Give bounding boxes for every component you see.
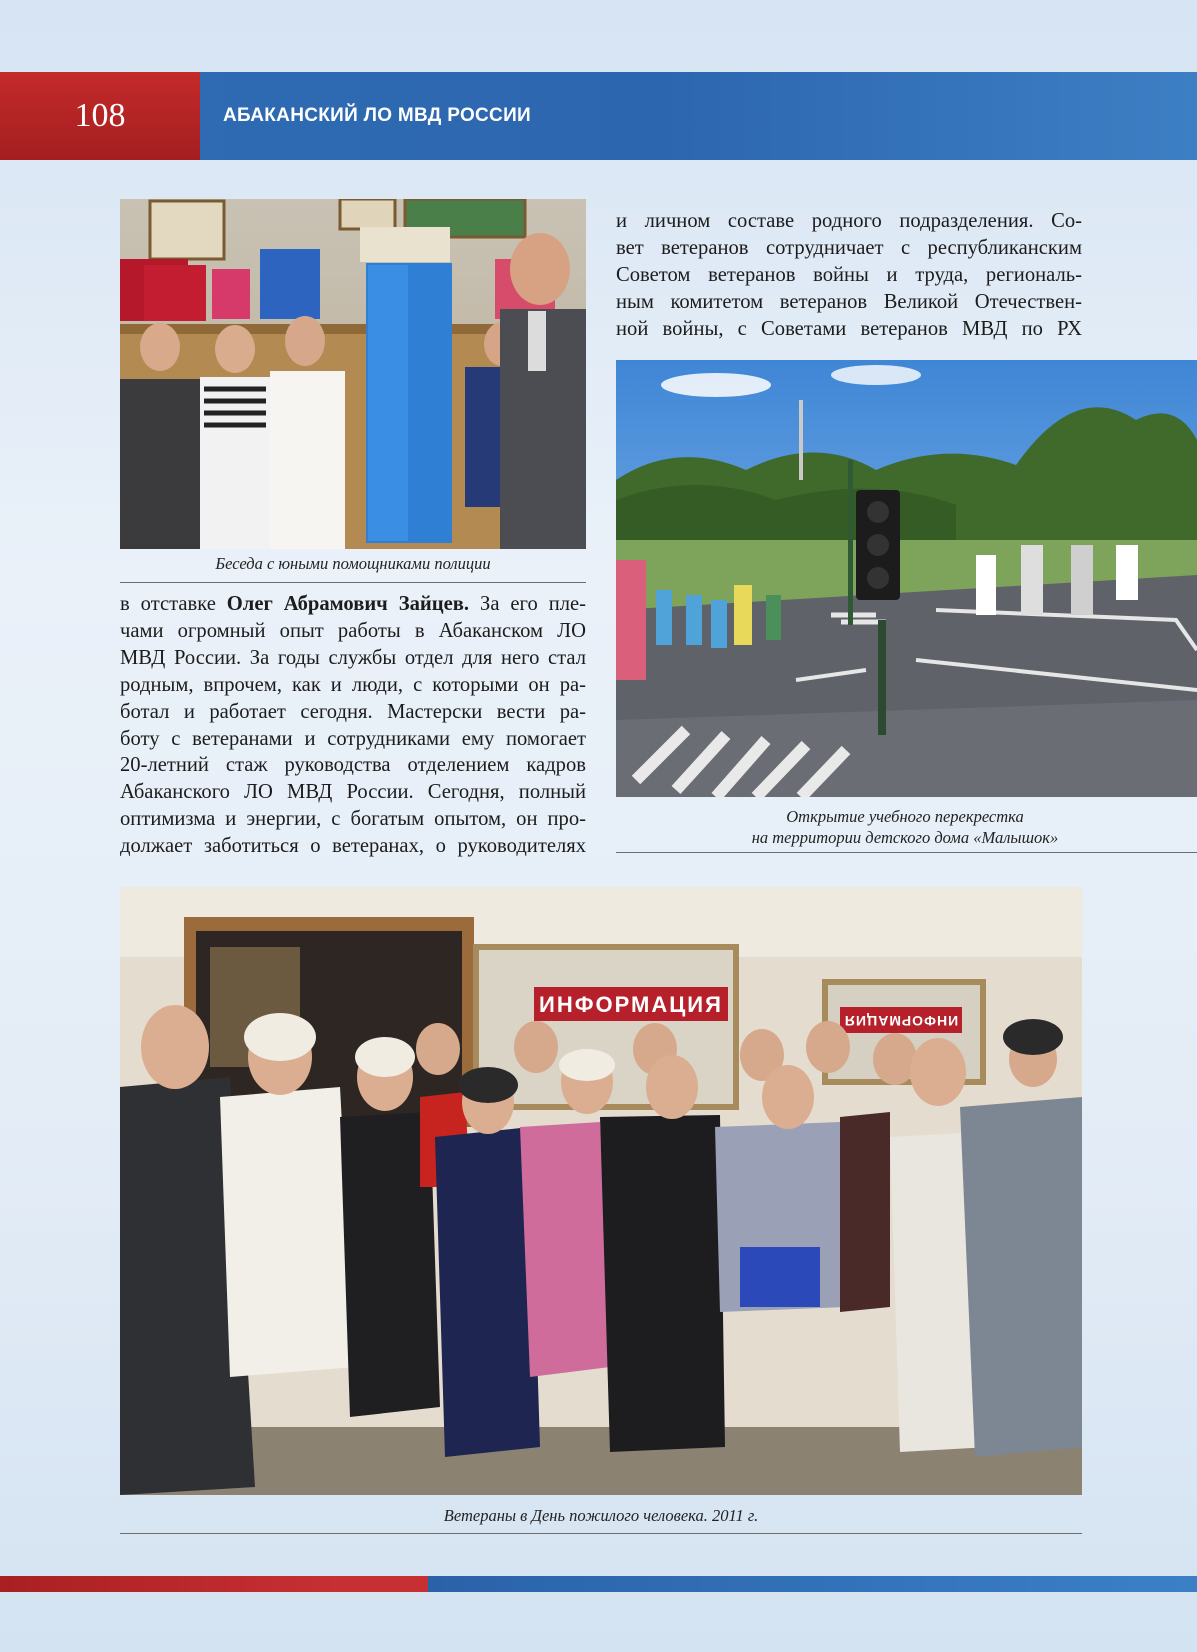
rule-top-right [616, 852, 1197, 853]
caption-training-crossroad [700, 806, 1110, 848]
left-column-text [120, 591, 586, 860]
footer-red-stripe [0, 1576, 430, 1592]
sign-informatsiya: ИНФОРМАЦИЯ [539, 992, 723, 1017]
text-line: ной войны, с Советами ветеранов МВД по РХ [616, 317, 1082, 340]
text-line: боту с ветеранами и сотрудниками ему помогает [120, 727, 586, 750]
text-line: 20-летний стаж руководства отделением кадров [120, 754, 586, 777]
text-line: ботал и работает сегодня. Мастерски вести ра- [120, 700, 586, 723]
caption-line: на территории детского дома «Малышок» [751, 828, 1059, 847]
sign-informatsiya-reflected: ИНФОРМАЦИЯ [843, 1013, 959, 1029]
text-line: МВД России. За годы службы отдел для него стал [120, 646, 586, 669]
text-line: ным комитетом ветеранов Великой Отечествен- [616, 290, 1082, 313]
rule-bottom [120, 1533, 1082, 1534]
right-column-text [616, 208, 1082, 343]
text-line: родным, впрочем, как и люди, с которыми он ра- [120, 673, 586, 696]
page-number: 108 [74, 97, 126, 134]
header-band [0, 72, 1197, 160]
running-title: АБАКАНСКИЙ ЛО МВД РОССИИ [223, 105, 531, 126]
photo-training-crossroad [616, 360, 1197, 797]
text-line: Советом ветеранов войны и труда, региональ- [616, 263, 1082, 286]
text-line: Абаканского ЛО МВД России. Сегодня, полный [120, 781, 586, 804]
text-line: вет ветеранов сотрудничает с республиканским [616, 236, 1082, 259]
text-line: оптимизма и энергии, с богатым опытом, он про- [120, 808, 586, 831]
footer-blue-stripe [428, 1576, 1197, 1592]
text-line: и личном составе родного подразделения. Со- [616, 210, 1082, 232]
caption-veterans-group: Ветераны в День пожилого человека. 2011 г. [443, 1506, 759, 1525]
photo-youth-meeting [120, 199, 586, 549]
text-line: в отставке Олег Абрамович Зайцев. За его пле- [120, 593, 587, 615]
caption-line: Открытие учебного перекрестка [786, 807, 1024, 826]
photo-veterans-group [120, 887, 1082, 1495]
person-name: Олег Абрамович Зайцев. [226, 593, 470, 615]
rule-top-left [120, 582, 586, 583]
caption-youth-meeting: Беседа с юными помощниками полиции [215, 554, 491, 573]
text-line: чами огромный опыт работы в Абаканском ЛО [120, 619, 586, 642]
text-line: должает заботиться о ветеранах, о руководителях [120, 835, 586, 858]
